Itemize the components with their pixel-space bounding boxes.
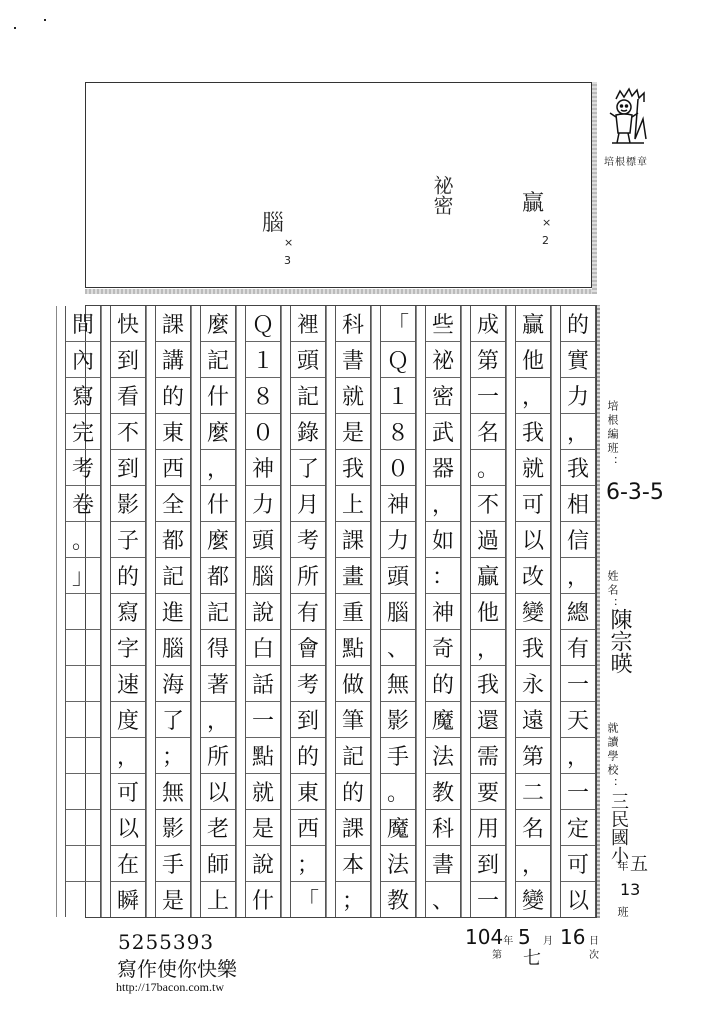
grid-cell: 教 (386, 889, 409, 914)
grid-cell: 著 (201, 666, 235, 702)
grid-cell: 力 (246, 486, 280, 522)
grid-cell: 科 (336, 306, 370, 342)
grid-cell: １ (381, 378, 415, 414)
grid-cell: 內 (66, 342, 100, 378)
grid-cell: 以 (566, 889, 589, 914)
school-label: 就讀學校： (606, 722, 619, 792)
grid-cell: 得 (201, 630, 235, 666)
grid-column (146, 306, 191, 917)
grid-cell: 不 (471, 486, 505, 522)
grid-cell-column (65, 306, 101, 917)
grid-cell: 考 (66, 450, 100, 486)
grid-cell: 第 (471, 342, 505, 378)
grid-cell: 他 (516, 342, 550, 378)
grid-cell: 東 (156, 414, 190, 450)
grid-cell: 魔 (426, 702, 460, 738)
grid-cell-column (470, 306, 506, 917)
grid-cell: 定 (561, 810, 595, 846)
grid-cell: 度 (111, 702, 145, 738)
grid-cell: 的 (111, 558, 145, 594)
grid-cell: 腦 (246, 558, 280, 594)
grid-cell: 西 (156, 450, 190, 486)
comment-box-shadow (85, 289, 597, 294)
class-number: 13 (620, 880, 641, 899)
grid-column (236, 306, 281, 917)
grid-cell: 密 (426, 378, 460, 414)
grid-cell: 我 (516, 630, 550, 666)
grid-column (506, 306, 551, 917)
grid-cell: １ (246, 342, 280, 378)
grid-cell: 不 (111, 414, 145, 450)
grid-cell: 記 (201, 342, 235, 378)
grid-cell: 一 (476, 889, 499, 914)
grid-cell: 就 (246, 774, 280, 810)
grid-cell: 的 (291, 738, 325, 774)
website-url: http://17bacon.com.tw (116, 980, 224, 994)
grid-cell (66, 846, 100, 882)
slogan: 寫作使你快樂 (117, 957, 237, 981)
date-month: 5 (518, 925, 531, 949)
grid-cell: 以 (516, 522, 550, 558)
grid-cell: 是 (161, 889, 184, 914)
grid-cell: 課 (336, 810, 370, 846)
grid-cell: 無 (381, 666, 415, 702)
grid-cell-column (560, 306, 596, 917)
grid-cell-column (425, 306, 461, 917)
grid-cell: 神 (246, 450, 280, 486)
issue-number: 七 (523, 948, 541, 969)
grid-cell: 可 (111, 774, 145, 810)
grid-cell: 卷 (66, 486, 100, 522)
grid-cell-column (245, 306, 281, 917)
grid-cell: 海 (156, 666, 190, 702)
student-name: 陳宗暎 (607, 608, 632, 674)
grid-cell: 永 (516, 666, 550, 702)
grid-cell: 話 (246, 666, 280, 702)
essay-code: 5255393 (118, 930, 215, 954)
school-value: 三民國小 (608, 792, 629, 864)
grid-cell: 什 (201, 378, 235, 414)
grid-cell (66, 774, 100, 810)
grid-cell: ： (426, 558, 460, 594)
grid-cell: ， (426, 486, 460, 522)
grid-cell: 教 (426, 774, 460, 810)
grid-gutter (371, 306, 380, 917)
grid-cell-column (335, 306, 371, 917)
grid-cell: 老 (201, 810, 235, 846)
grid-cell: 上 (336, 486, 370, 522)
grid-cell: 二 (516, 774, 550, 810)
grid-cell-column (200, 306, 236, 917)
grid-cell: 麼 (201, 522, 235, 558)
grid-cell: 總 (561, 594, 595, 630)
grid-cell: 頭 (381, 558, 415, 594)
grid-cell (66, 666, 100, 702)
grid-cell: 變 (516, 594, 550, 630)
grid-cell: 記 (291, 378, 325, 414)
manuscript-grid (71, 305, 597, 918)
grid-cell: 影 (381, 702, 415, 738)
grid-cell: 書 (426, 846, 460, 882)
class-suffix: 班 (616, 906, 629, 920)
grid-cell (66, 810, 100, 846)
grid-cell: 麼 (201, 306, 235, 342)
grid-cell: 速 (111, 666, 145, 702)
grid-cell: 些 (426, 306, 460, 342)
grid-cell: 考 (291, 522, 325, 558)
grid-cell: ８ (246, 378, 280, 414)
grid-cell: 贏 (516, 306, 550, 342)
grid-cell: 我 (561, 450, 595, 486)
grade-label: 年 (616, 860, 629, 874)
scan-speck (44, 19, 46, 21)
teacher-comment-box (85, 82, 592, 288)
date-day: 16 (560, 925, 586, 949)
bacon-stamp-icon (598, 85, 658, 155)
grid-cell: 西 (291, 810, 325, 846)
grid-cell: 所 (291, 558, 325, 594)
grid-cell (66, 594, 100, 630)
grid-cell: 「 (381, 306, 415, 342)
grid-cell: 有 (291, 594, 325, 630)
grid-cell: 會 (291, 630, 325, 666)
grid-cell: 奇 (426, 630, 460, 666)
grid-cell: 說 (246, 594, 280, 630)
grid-cell: 記 (201, 594, 235, 630)
grid-gutter (281, 306, 290, 917)
grid-cell (66, 630, 100, 666)
grid-cell: 我 (336, 450, 370, 486)
grid-cell: 都 (156, 522, 190, 558)
grid-cell: 東 (291, 774, 325, 810)
grid-cell: 進 (156, 594, 190, 630)
grid-cell: ８ (381, 414, 415, 450)
grid-gutter (416, 306, 425, 917)
grid-column (416, 306, 461, 917)
grid-cell: 寫 (66, 378, 100, 414)
grid-column (326, 306, 371, 917)
grid-cell: ， (471, 630, 505, 666)
grid-side-border (597, 305, 600, 918)
grid-cell: 到 (291, 702, 325, 738)
grid-cell: 全 (156, 486, 190, 522)
grid-cell: ， (516, 378, 550, 414)
grid-cell: 科 (426, 810, 460, 846)
grid-cell: 瞬 (116, 889, 139, 914)
grid-cell: 力 (381, 522, 415, 558)
grid-cell: 記 (156, 558, 190, 594)
grid-column (371, 306, 416, 917)
grid-cell: 了 (291, 450, 325, 486)
grid-cell: 頭 (291, 342, 325, 378)
grid-cell: 影 (111, 486, 145, 522)
grid-cell: 我 (516, 414, 550, 450)
grid-cell: 贏 (471, 558, 505, 594)
grid-cell: 法 (426, 738, 460, 774)
grid-cell: 名 (516, 810, 550, 846)
grid-cell: 字 (111, 630, 145, 666)
grid-cell: ； (291, 846, 325, 882)
grid-gutter (56, 306, 65, 917)
grid-cell: 到 (111, 342, 145, 378)
grid-cell: 、 (431, 889, 454, 914)
grid-cell: 祕 (426, 342, 460, 378)
correction-note-nao: 腦 ×3 (262, 211, 294, 267)
grid-column (461, 306, 506, 917)
grid-cell: 白 (246, 630, 280, 666)
grid-cell: 器 (426, 450, 460, 486)
grid-cell: 法 (381, 846, 415, 882)
grid-cell-column (110, 306, 146, 917)
grid-cell: 子 (111, 522, 145, 558)
grid-cell: 本 (336, 846, 370, 882)
grid-cell: 要 (471, 774, 505, 810)
grid-cell: ； (156, 738, 190, 774)
grid-cell: 實 (561, 342, 595, 378)
grid-gutter (191, 306, 200, 917)
grid-cell: 什 (201, 486, 235, 522)
grid-cell: 他 (471, 594, 505, 630)
grid-cell: 武 (426, 414, 460, 450)
grid-cell: 腦 (156, 630, 190, 666)
grid-cell: 腦 (381, 594, 415, 630)
grid-cell: ， (561, 414, 595, 450)
grid-cell: 點 (336, 630, 370, 666)
grid-cell: 力 (561, 378, 595, 414)
day-label: 日 (589, 936, 599, 947)
grid-cell: 書 (336, 342, 370, 378)
grid-cell: 什 (251, 889, 274, 914)
grid-cell: 間 (66, 306, 100, 342)
grid-cell: ； (341, 889, 364, 914)
grid-cell: 如 (426, 522, 460, 558)
grid-cell: 神 (426, 594, 460, 630)
comment-box-side-border (592, 82, 597, 294)
grid-cell: 無 (156, 774, 190, 810)
stamp-label: 培根標章 (604, 157, 648, 168)
name-label: 姓名： (606, 570, 619, 612)
grid-column (101, 306, 146, 917)
grid-cell: 魔 (381, 810, 415, 846)
grid-cell: 可 (516, 486, 550, 522)
grid-cell: ０ (246, 414, 280, 450)
grid-cell: 神 (381, 486, 415, 522)
grid-cell: 講 (156, 342, 190, 378)
correction-note-ying: 贏 ×2 (522, 191, 552, 247)
grid-cell: 影 (156, 810, 190, 846)
grid-cell (66, 738, 100, 774)
grid-cell: 月 (291, 486, 325, 522)
grid-cell: 說 (246, 846, 280, 882)
grid-cell: 手 (156, 846, 190, 882)
grid-cell: 都 (201, 558, 235, 594)
grid-cell: 是 (246, 810, 280, 846)
grid-gutter (146, 306, 155, 917)
grid-gutter (551, 306, 560, 917)
grid-cell: 到 (471, 846, 505, 882)
grid-cell: ， (201, 702, 235, 738)
scan-speck (14, 27, 16, 29)
class-label: 培根編班： (606, 400, 619, 470)
grid-cell: 課 (336, 522, 370, 558)
correction-note-mimi: 祕密 (430, 175, 454, 215)
grid-cell: 寫 (111, 594, 145, 630)
grid-cell (66, 882, 100, 917)
grid-cell: 記 (336, 738, 370, 774)
grid-cell-column (290, 306, 326, 917)
grid-cell: 成 (471, 306, 505, 342)
grid-cell: 信 (561, 522, 595, 558)
grid-cell: 我 (471, 666, 505, 702)
grid-cell: 一 (471, 378, 505, 414)
grid-cell: 改 (516, 558, 550, 594)
grid-gutter (101, 306, 110, 917)
grid-cell: 完 (66, 414, 100, 450)
grid-cell: 。 (381, 774, 415, 810)
grid-cell: 麼 (201, 414, 235, 450)
grid-cell: 用 (471, 810, 505, 846)
grid-cell: 有 (561, 630, 595, 666)
grid-cell: 畫 (336, 558, 370, 594)
grid-cell: 手 (381, 738, 415, 774)
grid-cell: Ｑ (381, 342, 415, 378)
grid-column (56, 306, 101, 917)
grid-column (551, 306, 596, 917)
grid-cell: 的 (336, 774, 370, 810)
grid-cell: 第 (516, 738, 550, 774)
grid-cell: 頭 (246, 522, 280, 558)
grid-cell: 就 (516, 450, 550, 486)
grid-cell: 重 (336, 594, 370, 630)
grid-cell: 天 (561, 702, 595, 738)
month-label: 月 (543, 936, 553, 947)
grid-cell (66, 702, 100, 738)
grid-cell: 需 (471, 738, 505, 774)
grid-cell: 的 (426, 666, 460, 702)
grid-cell-column (155, 306, 191, 917)
grid-cell: 看 (111, 378, 145, 414)
grid-column (281, 306, 326, 917)
class-value: 6-3-5 (606, 480, 664, 505)
grid-cell: 的 (156, 378, 190, 414)
grid-cell: 變 (521, 889, 544, 914)
grid-cell: 考 (291, 666, 325, 702)
grid-cell: 。 (471, 450, 505, 486)
grid-cell: ０ (381, 450, 415, 486)
grid-cell: 一 (246, 702, 280, 738)
grid-cell: 「 (296, 889, 319, 914)
grid-cell: 以 (111, 810, 145, 846)
grid-cell: 以 (201, 774, 235, 810)
grid-cell-column (380, 306, 416, 917)
grid-cell: 一 (561, 774, 595, 810)
grid-cell: 遠 (516, 702, 550, 738)
grid-gutter (461, 306, 470, 917)
grid-cell: 錄 (291, 414, 325, 450)
grid-cell: 快 (111, 306, 145, 342)
grade-value: 五 (630, 854, 648, 875)
grid-gutter (326, 306, 335, 917)
grid-gutter (506, 306, 515, 917)
grid-cell: 一 (561, 666, 595, 702)
grid-cell: 了 (156, 702, 190, 738)
grid-cell: 相 (561, 486, 595, 522)
grid-column (191, 306, 236, 917)
grid-cell: ， (561, 558, 595, 594)
grid-cell-column (515, 306, 551, 917)
grid-cell: 」 (66, 558, 100, 594)
grid-cell: ， (561, 738, 595, 774)
grid-cell: 還 (471, 702, 505, 738)
grid-cell: 。 (66, 522, 100, 558)
grid-cell: 筆 (336, 702, 370, 738)
grid-cell: Ｑ (246, 306, 280, 342)
issue-label: 第 (492, 950, 502, 961)
grid-cell: 裡 (291, 306, 325, 342)
grid-cell: 的 (561, 306, 595, 342)
grid-cell: 所 (201, 738, 235, 774)
grid-gutter (236, 306, 245, 917)
grid-cell: ， (516, 846, 550, 882)
grid-cell: 到 (111, 450, 145, 486)
grid-cell: 課 (156, 306, 190, 342)
grid-cell: 在 (111, 846, 145, 882)
grid-cell: 過 (471, 522, 505, 558)
grid-cell: 可 (561, 846, 595, 882)
issue-suffix: 次 (589, 950, 599, 961)
grid-cell: 名 (471, 414, 505, 450)
grid-cell: 點 (246, 738, 280, 774)
grid-cell: ， (201, 450, 235, 486)
grid-cell: ， (111, 738, 145, 774)
grid-cell: 就 (336, 378, 370, 414)
date-year: 104年 (465, 925, 514, 949)
grid-cell: 上 (206, 889, 229, 914)
grid-cell: 、 (381, 630, 415, 666)
grid-cell: 師 (201, 846, 235, 882)
grid-cell: 是 (336, 414, 370, 450)
grid-cell: 做 (336, 666, 370, 702)
